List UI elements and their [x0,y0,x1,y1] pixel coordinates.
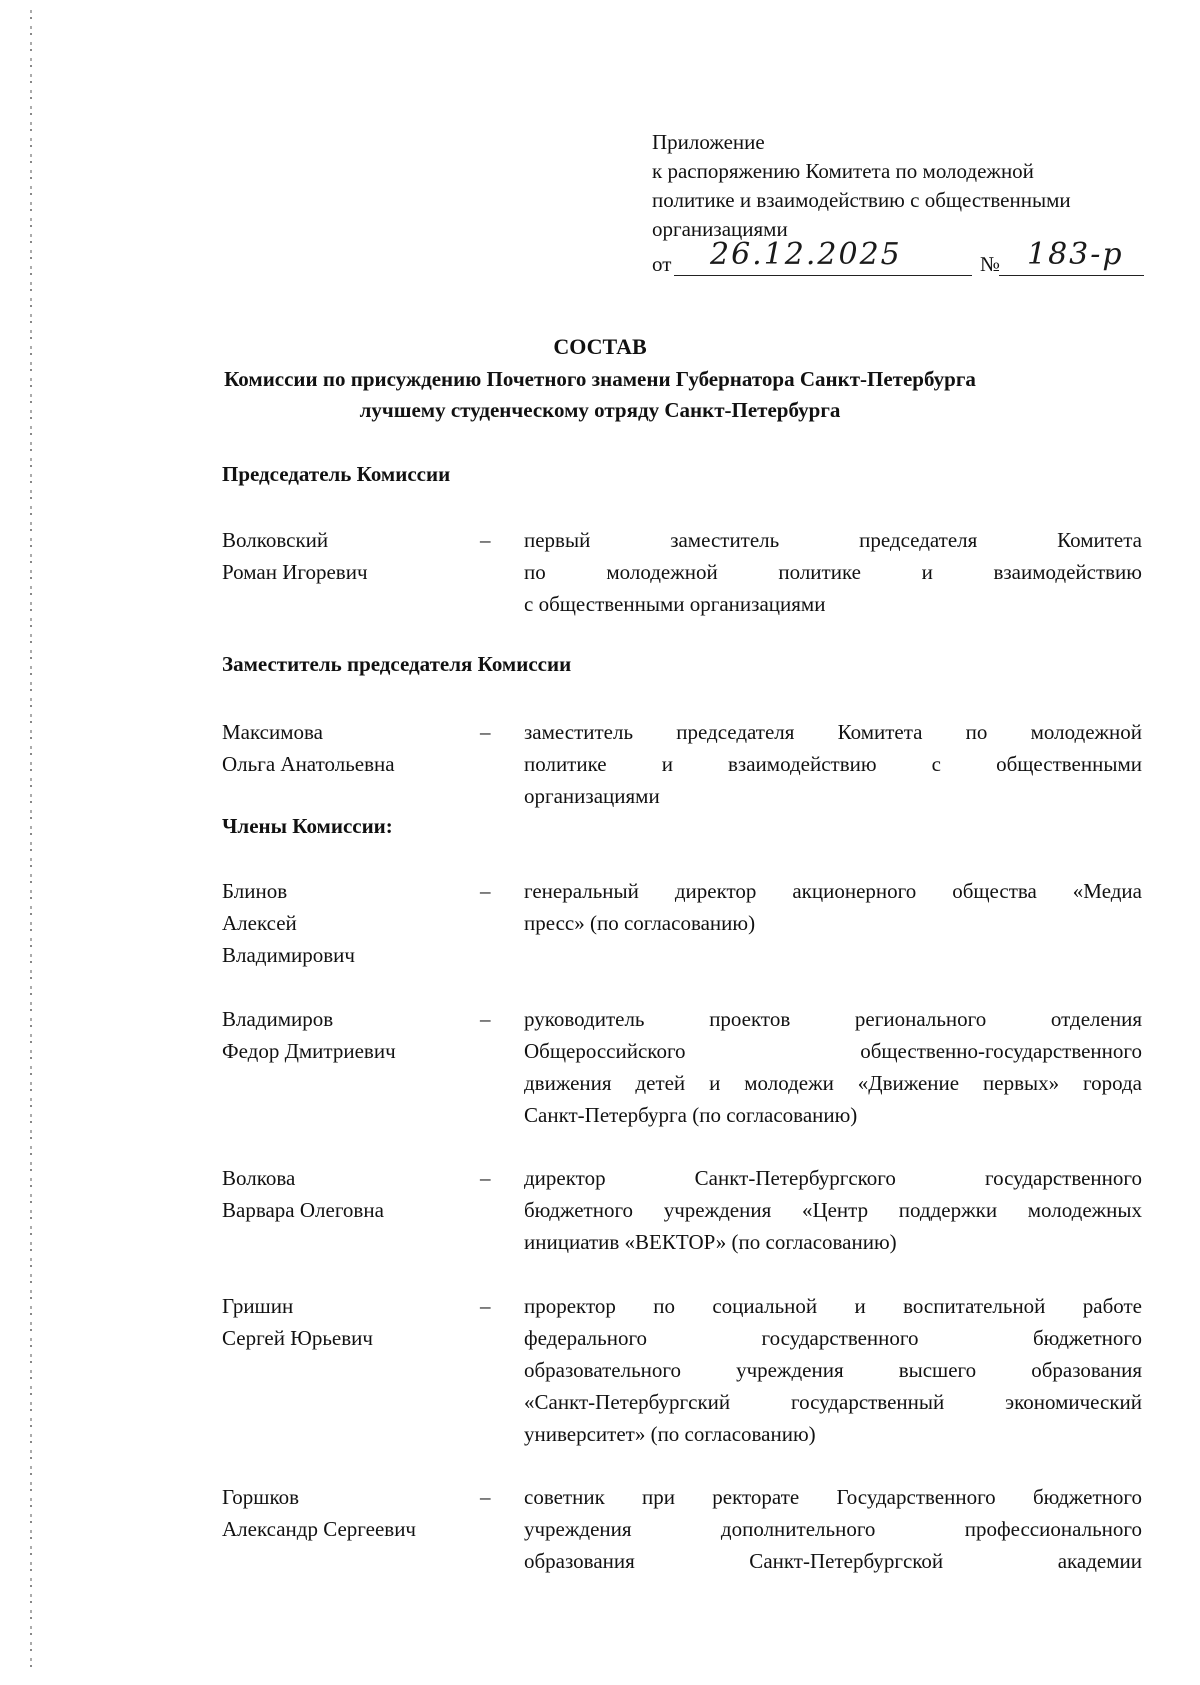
member-name: Горшков Александр Сергеевич [222,1485,416,1541]
scan-edge-artifact [30,10,32,1670]
member-position: первый заместитель председателя Комитета по молодежной политике и взаимодействию с общественными организациями [524,528,1142,616]
dash: – [480,1007,491,1031]
appendix-line-2: к распоряжению Комитета по молодежной [652,159,1034,183]
member-position: директор Санкт-Петербургского государственного бюджетного учреждения «Центр поддержки молодежных инициатив «ВЕКТОР» (по согласованию) [524,1166,1142,1254]
member-name: Волкова Варвара Олеговна [222,1166,384,1222]
section-heading-members: Члены Комиссии: [222,814,393,838]
handwritten-date: 26.12.2025 [710,237,902,272]
title-line-2: Комиссии по присуждению Почетного знамени Губернатора Санкт-Петербурга [224,367,976,391]
member-position: советник при ректорате Государственного бюджетного учреждения дополнительного профессионального образования Санкт-Петербургской академии [524,1485,1142,1573]
dash: – [480,720,491,744]
appendix-date-number-row [652,237,1144,278]
title-line-3: лучшему студенческому отряду Санкт-Петербурга [359,398,841,422]
member-position: проректор по социальной и воспитательной работе федерального государственного бюджетного образовательного учреждения высшего образования «Санкт-Петербургский государственный экономический университет» (по согласованию) [524,1294,1142,1446]
dash: – [480,1485,491,1509]
title-line-1: СОСТАВ [553,334,647,359]
from-label: от [652,252,672,276]
dash: – [480,528,491,552]
section-heading-deputy: Заместитель председателя Комиссии [222,652,572,676]
date-underline [674,275,972,276]
member-name: Волковский Роман Игоревич [222,528,368,584]
member-name: Максимова Ольга Анатольевна [222,720,395,776]
appendix-line-4: организациями [652,217,788,241]
section-heading-chair: Председатель Комиссии [222,462,451,486]
appendix-line-3: политике и взаимодействию с общественными [652,188,1071,212]
member-name: Блинов Алексей Владимирович [222,879,355,967]
appendix-header [652,128,1144,278]
dash: – [480,879,491,903]
member-position: заместитель председателя Комитета по молодежной политике и взаимодействию с общественными организациями [524,720,1142,808]
member-position: генеральный директор акционерного общества «Медиа пресс» (по согласованию) [524,879,1142,935]
appendix-line-1: Приложение [652,130,765,154]
number-label: № [980,252,1001,276]
dash: – [480,1294,491,1318]
handwritten-number: 183-р [1027,237,1124,272]
number-underline [999,275,1144,276]
dash: – [480,1166,491,1190]
member-name: Владимиров Федор Дмитриевич [222,1007,396,1063]
member-position: руководитель проектов регионального отделения Общероссийского общественно-государственного движения детей и молодежи «Движение первых» города Санкт-Петербурга (по согласованию) [524,1007,1142,1127]
member-name: Гришин Сергей Юрьевич [222,1294,373,1350]
